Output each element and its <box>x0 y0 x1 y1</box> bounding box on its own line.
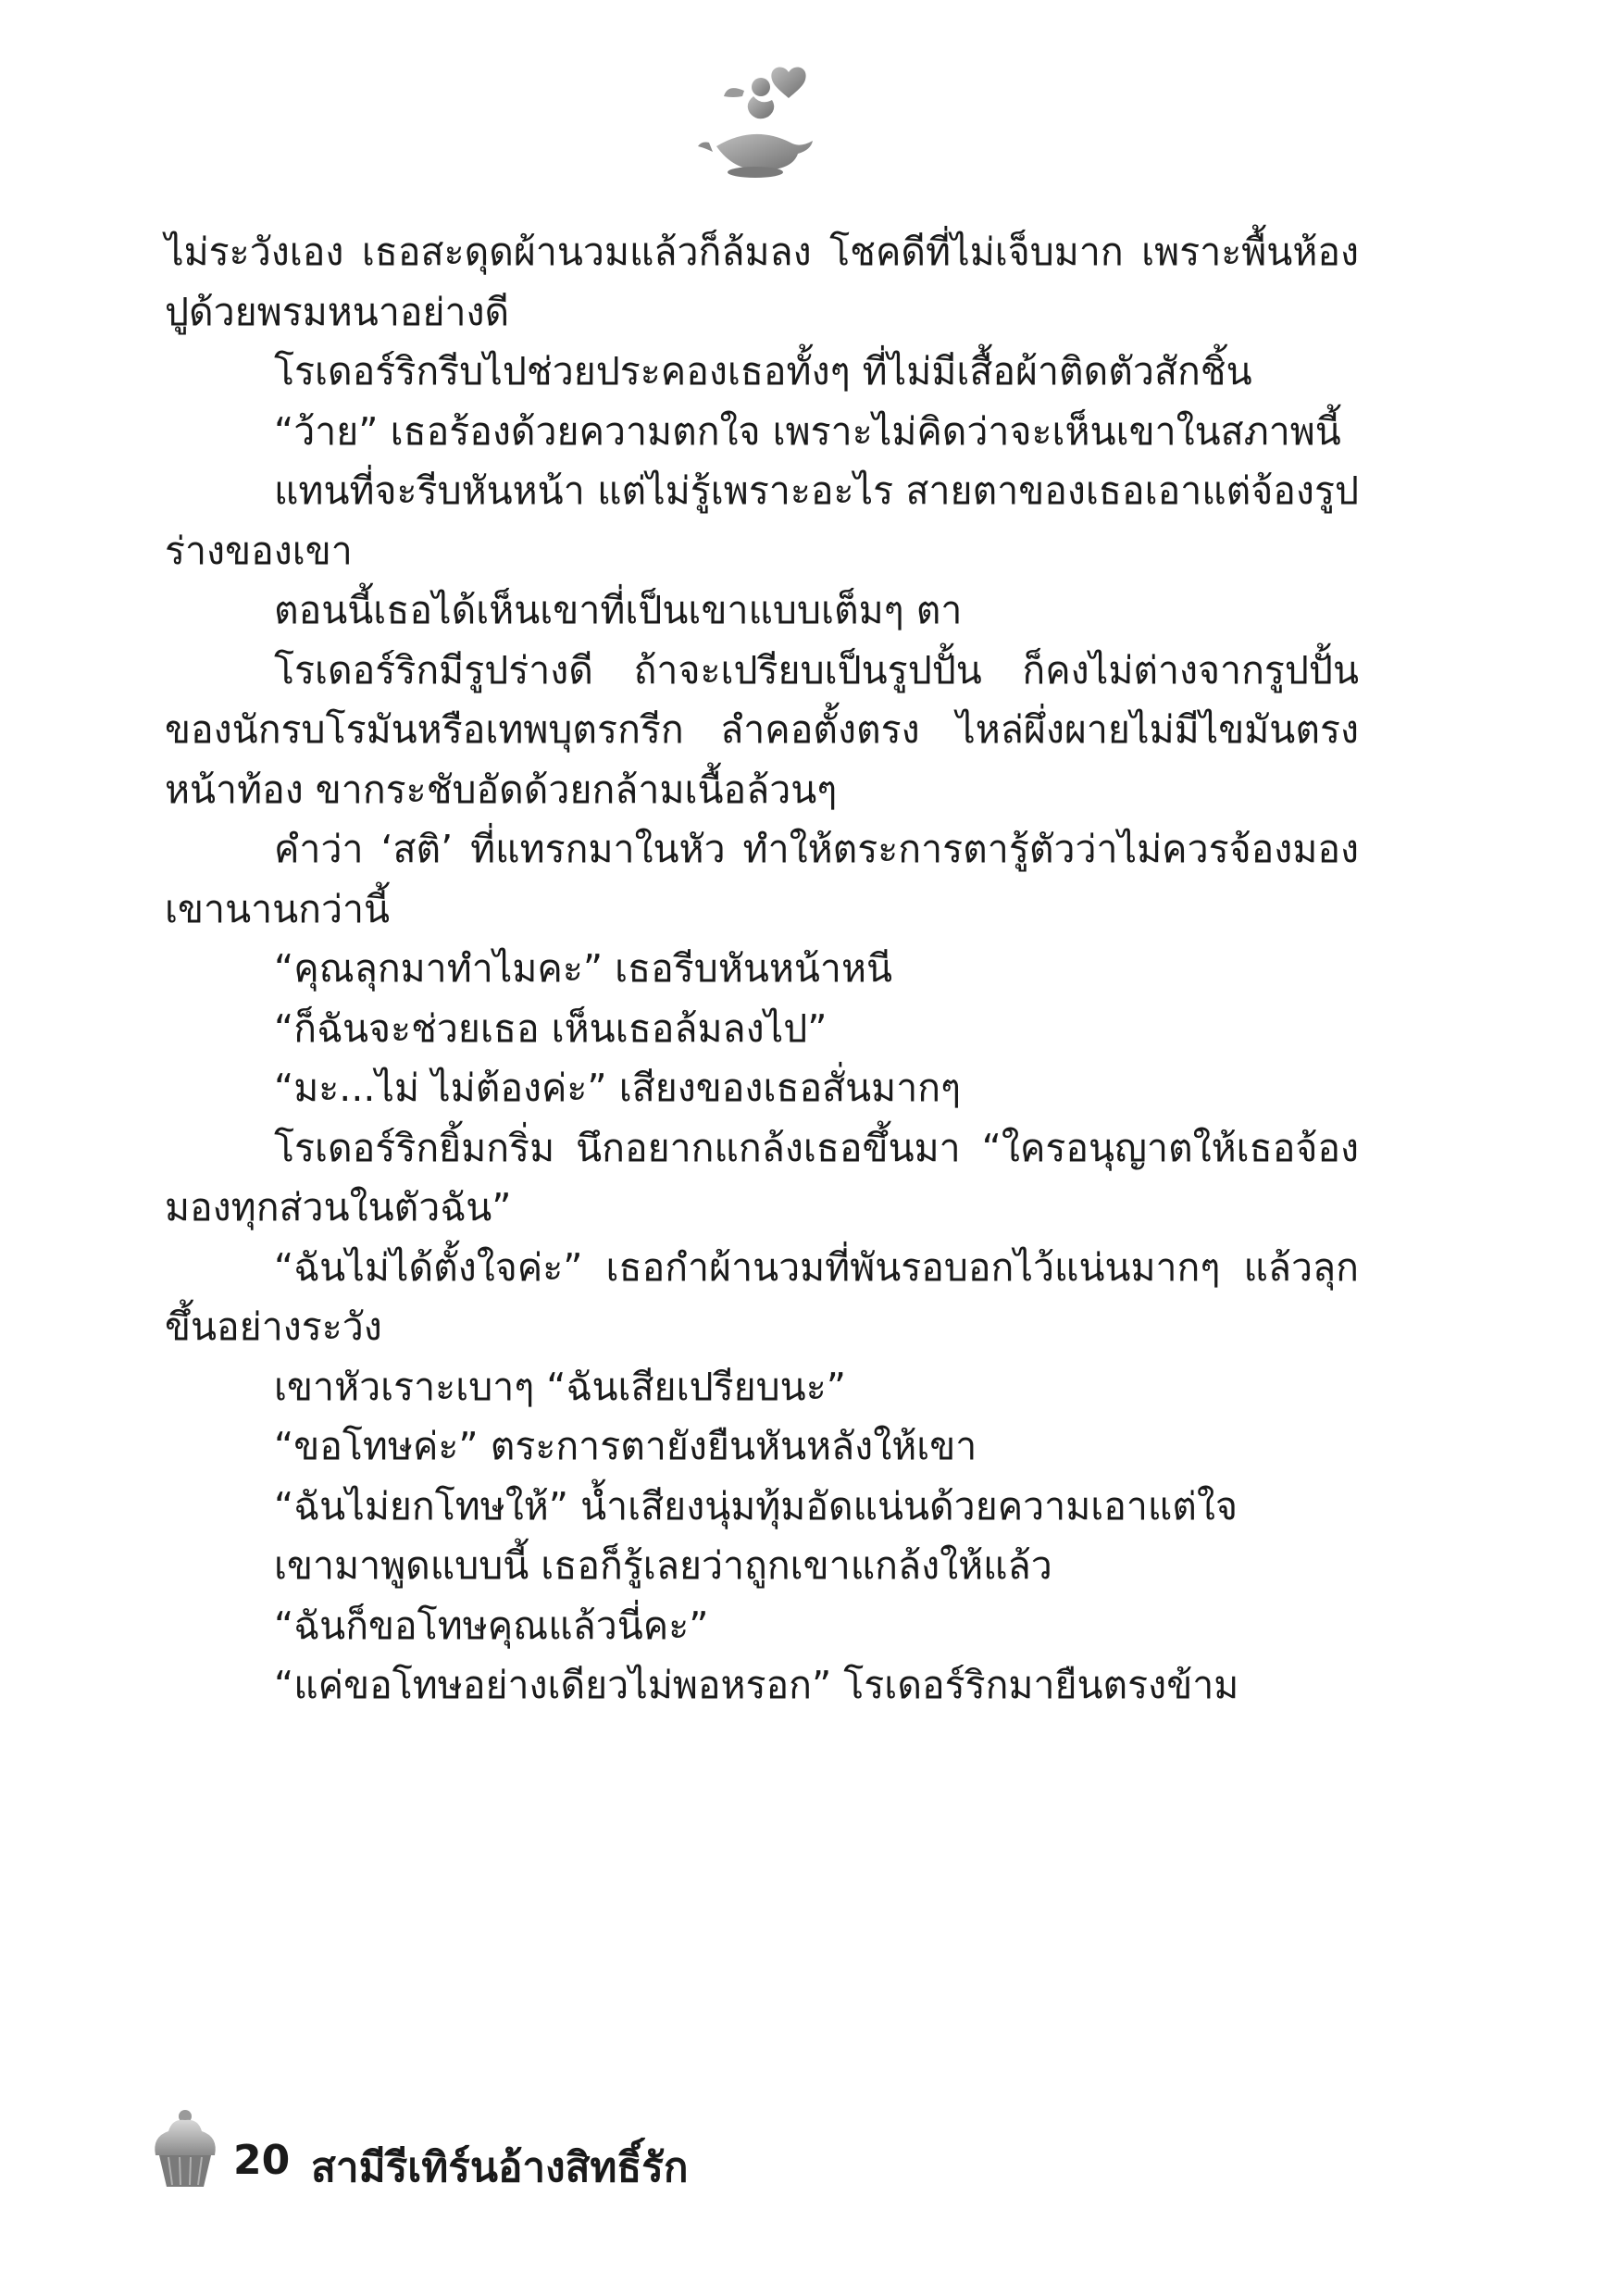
cupid-teapot-icon <box>689 54 828 193</box>
paragraph: “มะ...ไม่ ไม่ต้องค่ะ” เสียงของเธอสั่นมากๆ <box>274 1066 962 1110</box>
paragraph: “แค่ขอโทษอย่างเดียวไม่พอหรอก” โรเดอร์ริกมายืนตรงข้าม <box>274 1663 1239 1707</box>
paragraph: คำว่า ‘สติ’ ที่แทรกมาในหัว ทำให้ตระการตารู้ตัวว่าไม่ควรจ้องมองเขานานกว่านี้ <box>165 827 1359 931</box>
paragraph: เขาหัวเราะเบาๆ “ฉันเสียเปรียบนะ” <box>274 1364 846 1409</box>
paragraph: “ก็ฉันจะช่วยเธอ เห็นเธอล้มลงไป” <box>274 1005 828 1051</box>
paragraph: แทนที่จะรีบหันหน้า แต่ไม่รู้เพราะอะไร สายตาของเธอเอาแต่จ้องรูปร่างของเขา <box>165 468 1359 573</box>
paragraph: เขามาพูดแบบนี้ เธอก็รู้เลยว่าถูกเขาแกล้งให้แล้ว <box>274 1543 1052 1588</box>
paragraph: โรเดอร์ริกรีบไปช่วยประคองเธอทั้งๆ ที่ไม่มีเสื้อผ้าติดตัวสักชิ้น <box>274 349 1252 393</box>
page-number: 20 <box>233 2137 291 2184</box>
paragraph: “ขอโทษค่ะ” ตระการตายังยืนหันหลังให้เขา <box>274 1424 977 1468</box>
cupcake-icon <box>148 2103 222 2196</box>
book-title: สามีรีเทิร์นอ้างสิทธิ์รัก <box>311 2144 689 2191</box>
body-text <box>165 222 1359 1716</box>
paragraph: “ฉันก็ขอโทษคุณแล้วนี่คะ” <box>274 1603 709 1648</box>
paragraph: “ว้าย” เธอร้องด้วยความตกใจ เพราะไม่คิดว่าจะเห็นเขาในสภาพนี้ <box>274 408 1341 454</box>
page-footer <box>148 2103 981 2205</box>
paragraph: “ฉันไม่ได้ตั้งใจค่ะ” เธอกำผ้านวมที่พันรอบอกไว้แน่นมากๆ แล้วลุกขึ้นอย่างระวัง <box>165 1244 1359 1349</box>
paragraph: “คุณลุกมาทำไมคะ” เธอรีบหันหน้าหนี <box>274 946 893 991</box>
paragraph: โรเดอร์ริกมีรูปร่างดี ถ้าจะเปรียบเป็นรูปปั้น ก็คงไม่ต่างจากรูปปั้นของนักรบโรมันหรือเทพบุตรกรีก ลำคอตั้งตรง ไหล่ผึ่งผายไม่มีไขมันตรงหน้าท้อง ขากระชับอัดด้วยกล้ามเนื้อล้วนๆ <box>165 647 1359 812</box>
paragraph: ไม่ระวังเอง เธอสะดุดผ้านวมแล้วก็ล้มลง โชคดีที่ไม่เจ็บมาก เพราะพื้นห้องปูด้วยพรมหนาอย่างดี <box>165 230 1359 334</box>
paragraph: ตอนนี้เธอได้เห็นเขาที่เป็นเขาแบบเต็มๆ ตา <box>274 588 963 632</box>
paragraph: “ฉันไม่ยกโทษให้” น้ำเสียงนุ่มทุ้มอัดแน่นด้วยความเอาแต่ใจ <box>274 1483 1238 1529</box>
paragraph: โรเดอร์ริกยิ้มกริ่ม นึกอยากแกล้งเธอขึ้นมา “ใครอนุญาตให้เธอจ้องมองทุกส่วนในตัวฉัน” <box>165 1125 1359 1229</box>
